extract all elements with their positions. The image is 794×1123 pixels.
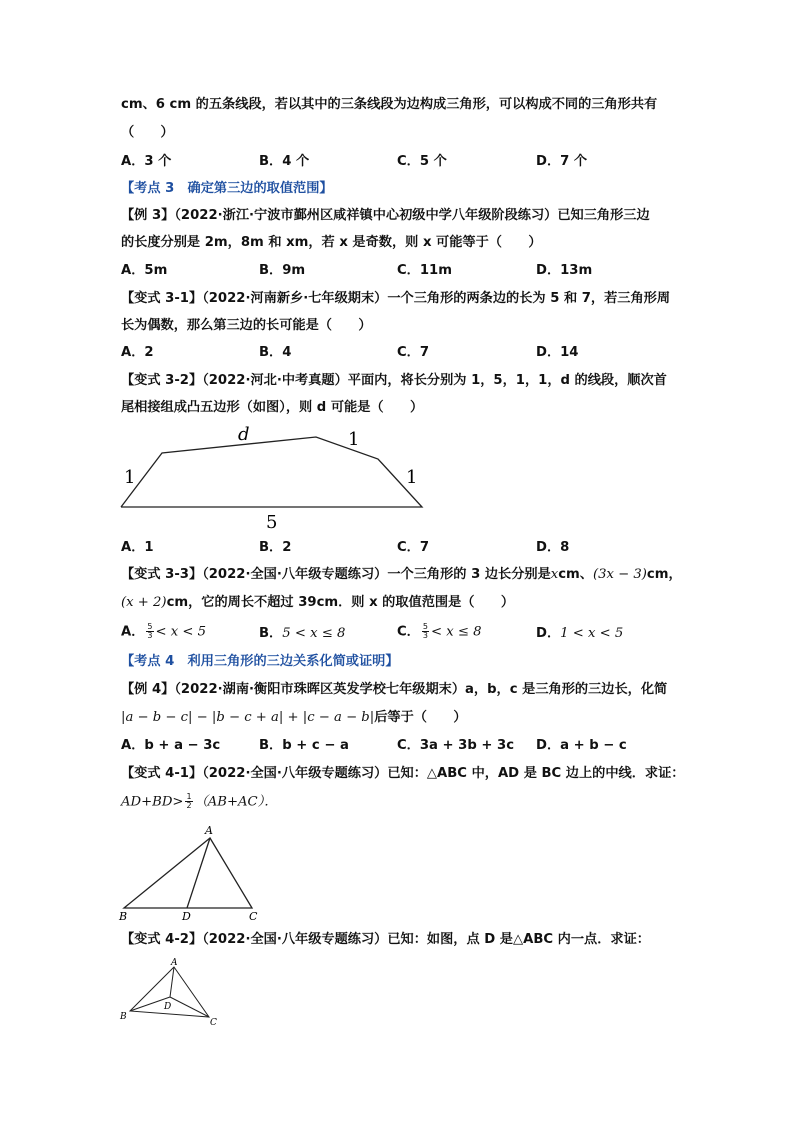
bs33-option-a [121,623,206,642]
bs31-option-a: A．2 [121,345,154,360]
pentagon-label-right: 1 [406,467,418,488]
intro-line-1: cm、6 cm 的五条线段，若以其中的三条线段为边构成三角形，可以构成不同的三角形共有 [121,97,658,112]
triangle-median-figure [112,820,272,922]
kaodian-3-heading: 【考点 3 确定第三边的取值范围】 [121,181,333,196]
li4-expression: |a − b − c| − |b − c + a| + |c − a − b| [121,710,375,725]
triangle-abc-outline [124,838,252,908]
bs32-option-d: D．8 [536,540,570,555]
li3-option-b: B．9m [259,263,306,278]
small-label-d: D [164,1002,172,1012]
bs33-option-c [397,623,481,642]
bs33-option-b-expr: 5 < x ≤ 8 [282,626,346,641]
kaodian-4-heading: 【考点 4 利用三角形的三边关系化简或证明】 [121,654,399,669]
bs33-option-a-fraction: $\frac{5}{3}$ [147,622,153,640]
bs41-lhs: AD+BD [121,794,173,810]
bs41-line-1: 【变式 4-1】（2022·全国·八年级专题练习）已知：△ABC 中，AD 是 BC 边上的中线．求证： [121,766,685,781]
intro-option-b: B．4 个 [259,154,310,169]
bs33-option-c-expr: < x ≤ 8 [430,624,482,640]
li3-option-a: A．5m [121,263,168,278]
bs33-option-b [259,625,345,643]
intro-option-c: C．5 个 [397,154,447,169]
bs31-line-2: 长为偶数，那么第三边的长可能是（ ） [121,318,372,333]
li4-line2-rest: 后等于（ ） [374,710,467,725]
pentagon-outline [121,437,422,507]
bs41-gt: > [172,794,184,810]
label-a: A [205,824,213,837]
li4-option-a: A．b + a − 3c [121,738,221,753]
bs33-option-d [536,625,623,643]
bs32-line-1: 【变式 3-2】（2022·河北·中考真题）平面内，将长分别为 1，5，1，1，d 的线段，顺次首 [121,373,667,388]
small-label-b: B [120,1012,127,1022]
bs33-side2: (3x − 3) [592,567,647,582]
bs33-line-2 [121,594,514,612]
li4-line-1: 【例 4】（2022·湖南·衡阳市珠晖区英发学校七年级期末）a，b，c 是三角形的三边长，化简 [121,682,668,697]
li4-option-b: B．b + c − a [259,738,349,753]
bs33-unit1: cm、 [558,567,593,582]
bs33-option-c-fraction: $\frac{5}{3}$ [422,622,428,640]
bs33-unit2: cm， [646,567,682,582]
triangle-inner-point-figure [116,955,226,1027]
bs31-option-c: C．7 [397,345,430,360]
bs33-option-a-label: A． [121,624,145,640]
pentagon-figure [110,418,440,536]
bs32-option-a: A．1 [121,540,154,555]
bs33-line2-rest: cm，它的周长不超过 39cm．则 x 的取值范围是（ ） [166,595,515,610]
label-d: D [182,910,191,922]
segment-ad [170,967,174,997]
bs33-option-b-label: B． [259,626,283,641]
bs33-side3: (x + 2) [121,595,167,610]
bs32-option-c: C．7 [397,540,430,555]
li4-option-d: D．a + b − c [536,738,627,753]
bs32-line-2: 尾相接组成凸五边形（如图），则 d 可能是（ ） [121,400,424,415]
bs33-option-d-expr: 1 < x < 5 [560,626,624,641]
pentagon-label-d: d [238,424,250,445]
pentagon-label-top-right: 1 [348,429,360,450]
bs41-fraction: $\frac{1}{2}$ [186,792,192,810]
intro-option-a: A．3 个 [121,154,172,169]
li3-option-c: C．11m [397,263,452,278]
small-label-c: C [210,1018,217,1027]
bs41-line-2 [121,793,277,812]
bs33-option-a-expr: < x < 5 [155,624,207,640]
bs42-line-1: 【变式 4-2】（2022·全国·八年级专题练习）已知：如图，点 D 是△ABC 内一点．求证： [121,932,650,947]
label-c: C [249,910,258,922]
bs32-option-b: B．2 [259,540,292,555]
bs31-option-d: D．14 [536,345,579,360]
small-label-a: A [171,958,178,968]
bs33-option-d-label: D． [536,626,561,641]
li4-option-c: C．3a + 3b + 3c [397,738,515,753]
li3-option-d: D．13m [536,263,593,278]
li3-line-1: 【例 3】（2022·浙江·宁波市鄞州区咸祥镇中心初级中学八年级阶段练习）已知三角形三边 [121,208,650,223]
median-ad [187,838,210,908]
bs41-rhs: （AB+AC）． [194,794,278,810]
pentagon-label-left: 1 [124,467,136,488]
li3-line-2: 的长度分别是 2m，8m 和 xm，若 x 是奇数，则 x 可能等于（ ） [121,235,542,250]
bs33-prefix: 【变式 3-3】（2022·全国·八年级专题练习）一个三角形的 3 边长分别是 [121,567,551,582]
intro-line-2: （ ） [121,125,174,140]
bs33-side1: x [550,567,559,582]
intro-option-d: D．7 个 [536,154,588,169]
pentagon-label-bottom: 5 [266,512,278,533]
label-b: B [119,910,128,922]
bs31-option-b: B．4 [259,345,292,360]
bs33-option-c-label: C． [397,624,420,640]
bs31-line-1: 【变式 3-1】（2022·河南新乡·七年级期末）一个三角形的两条边的长为 5 和 7，若三角形周 [121,291,671,306]
bs33-line-1 [121,566,682,584]
li4-line-2 [121,709,467,727]
